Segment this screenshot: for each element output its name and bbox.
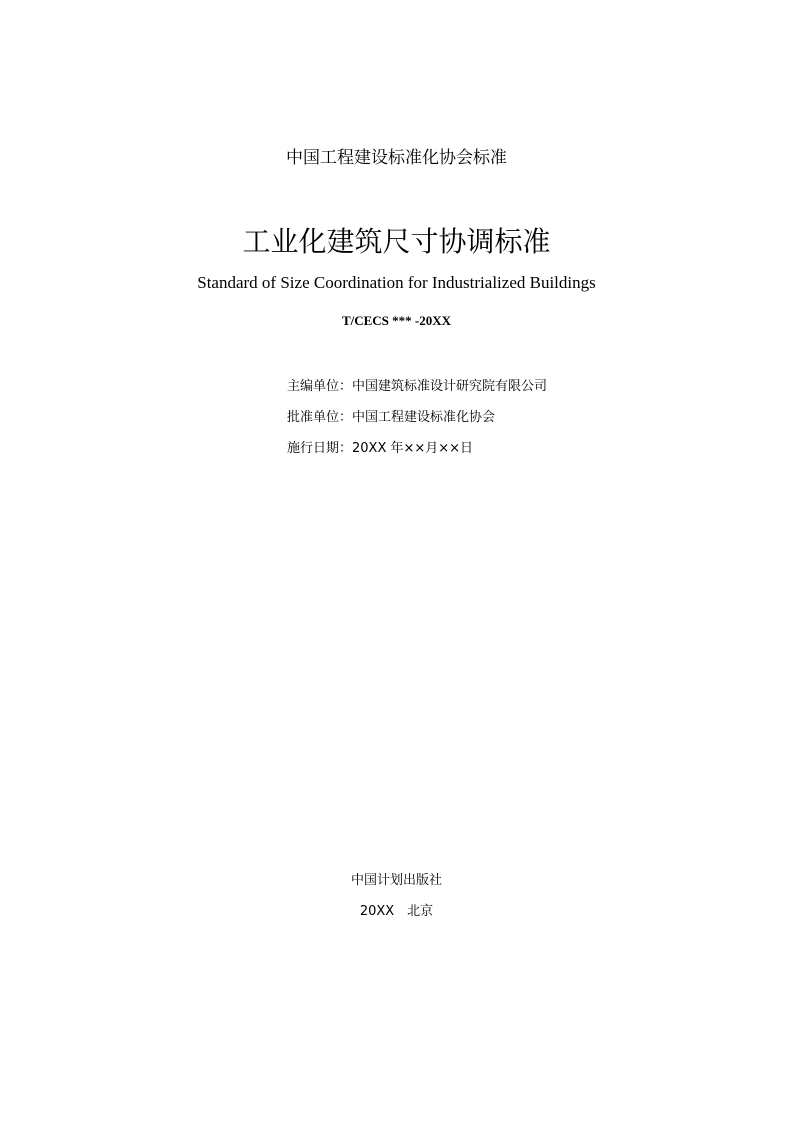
editor-unit: 主编单位：中国建筑标准设计研究院有限公司 <box>287 379 548 394</box>
document-title-english: Standard of Size Coordination for Industrialized Buildings <box>197 273 596 292</box>
document-title-chinese: 工业化建筑尺寸协调标准 <box>242 225 551 258</box>
organization-title: 中国工程建设标准化协会标准 <box>286 148 507 168</box>
effective-date: 施行日期：20XX 年××月××日 <box>287 441 474 456</box>
publisher: 中国计划出版社 <box>350 873 442 888</box>
publication-year-place: 20XX 北京 <box>359 904 434 919</box>
approval-unit: 批准单位：中国工程建设标准化协会 <box>287 410 496 425</box>
info-block <box>287 371 547 464</box>
standard-code: T/CECS *** -20XX <box>341 313 452 328</box>
